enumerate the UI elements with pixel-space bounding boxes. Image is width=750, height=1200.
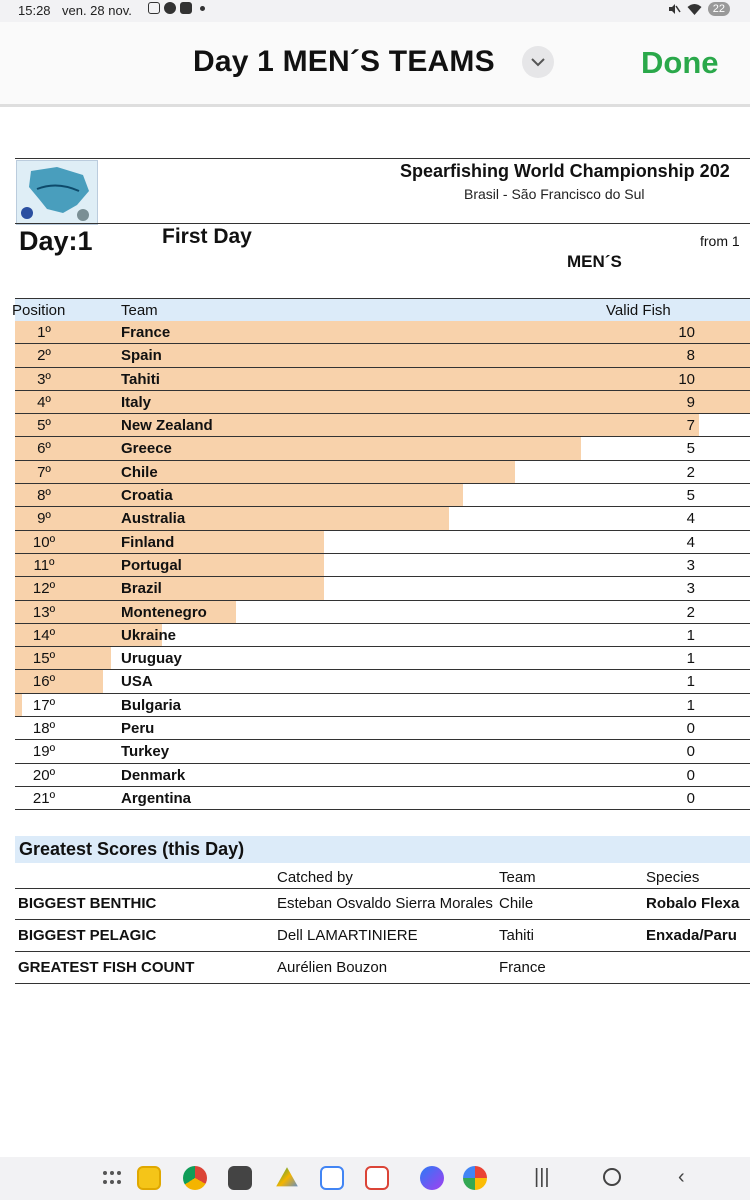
team-cell: Tahiti bbox=[499, 927, 535, 944]
table-row bbox=[15, 647, 750, 670]
recents-icon[interactable]: ||| bbox=[534, 1166, 550, 1188]
score-bar bbox=[15, 414, 699, 436]
table-row bbox=[15, 717, 750, 740]
team-cell: Bulgaria bbox=[121, 696, 182, 714]
status-bar bbox=[0, 0, 750, 22]
table-row bbox=[15, 437, 750, 460]
status-time: 15:28 bbox=[18, 3, 51, 18]
position-cell: 11º bbox=[33, 556, 55, 574]
catched-by-cell: Dell LAMARTINIERE bbox=[277, 927, 418, 944]
catched-by-cell: Esteban Osvaldo Sierra Morales bbox=[277, 895, 493, 912]
checkbox-notif-icon bbox=[180, 2, 192, 14]
valid-fish-cell: 5 bbox=[686, 440, 695, 458]
position-cell: 8º bbox=[37, 487, 51, 505]
apps-grid-icon[interactable] bbox=[98, 1166, 122, 1190]
mute-icon bbox=[667, 2, 681, 16]
score-category-cell: GREATEST FISH COUNT bbox=[18, 959, 195, 976]
team-cell: Italy bbox=[121, 393, 152, 411]
score-bar bbox=[15, 437, 581, 459]
team-cell: New Zealand bbox=[121, 417, 213, 435]
table-row bbox=[15, 368, 750, 391]
notification-icons bbox=[148, 2, 205, 14]
title-dropdown-button[interactable] bbox=[522, 46, 554, 78]
table-row bbox=[15, 888, 750, 920]
valid-fish-cell: 10 bbox=[678, 324, 695, 341]
table-row bbox=[15, 624, 750, 647]
position-cell: 16º bbox=[32, 673, 56, 691]
column-header-catched-by: Catched by bbox=[277, 869, 353, 886]
status-date: ven. 28 nov. bbox=[62, 3, 132, 18]
team-cell: Tahiti bbox=[121, 370, 160, 388]
table-row bbox=[15, 461, 750, 484]
day-label: Day:1 bbox=[19, 226, 93, 256]
brazil-map-logo-icon bbox=[17, 161, 97, 224]
valid-fish-cell: 1 bbox=[686, 650, 695, 668]
valid-fish-cell: 9 bbox=[686, 393, 695, 411]
position-cell: 10º bbox=[32, 533, 56, 551]
team-cell: Australia bbox=[121, 510, 186, 528]
team-cell: Spain bbox=[121, 347, 162, 365]
table-row bbox=[15, 507, 750, 530]
team-cell: Montenegro bbox=[121, 603, 207, 621]
table-row bbox=[15, 787, 750, 810]
championship-location: Brasil - São Francisco do Sul bbox=[464, 186, 645, 202]
valid-fish-cell: 8 bbox=[686, 347, 695, 365]
position-cell: 21º bbox=[32, 789, 56, 807]
valid-fish-cell: 3 bbox=[686, 580, 695, 598]
team-cell: Uruguay bbox=[121, 650, 182, 668]
valid-fish-cell: 7 bbox=[686, 417, 695, 435]
valid-fish-cell: 1 bbox=[686, 673, 695, 691]
table-row bbox=[15, 764, 750, 787]
screenshot-icon bbox=[148, 2, 160, 14]
team-cell: Chile bbox=[121, 463, 158, 481]
team-cell: Brazil bbox=[121, 580, 162, 598]
chevron-down-icon bbox=[531, 58, 545, 67]
messenger-icon[interactable] bbox=[420, 1166, 444, 1190]
gmail-icon[interactable] bbox=[365, 1166, 389, 1190]
column-header-species: Species bbox=[646, 869, 700, 886]
greatest-scores-heading: Greatest Scores (this Day) bbox=[19, 839, 245, 859]
team-cell: Argentina bbox=[121, 789, 192, 807]
table-row bbox=[15, 391, 750, 414]
column-header-position: Position bbox=[12, 302, 66, 319]
valid-fish-cell: 0 bbox=[686, 789, 695, 807]
table-row bbox=[15, 484, 750, 507]
position-cell: 1º bbox=[37, 324, 51, 341]
position-cell: 6º bbox=[37, 440, 51, 458]
team-cell: Portugal bbox=[121, 556, 182, 574]
ranking-table bbox=[15, 321, 750, 810]
valid-fish-cell: 2 bbox=[686, 603, 695, 621]
home-icon[interactable] bbox=[603, 1168, 621, 1186]
score-bar bbox=[15, 461, 515, 483]
chrome-icon[interactable] bbox=[183, 1166, 207, 1190]
table-row bbox=[15, 321, 750, 344]
valid-fish-cell: 2 bbox=[686, 463, 695, 481]
position-cell: 5º bbox=[37, 417, 51, 435]
greatest-scores-title bbox=[15, 836, 750, 863]
team-cell: Turkey bbox=[121, 743, 170, 761]
position-cell: 15º bbox=[32, 650, 56, 668]
score-category-cell: BIGGEST BENTHIC bbox=[18, 895, 157, 912]
system-icons bbox=[667, 2, 730, 16]
position-cell: 18º bbox=[32, 720, 56, 738]
table-row bbox=[15, 920, 750, 952]
valid-fish-cell: 1 bbox=[686, 696, 695, 714]
ranking-table-header bbox=[12, 298, 750, 323]
position-cell: 13º bbox=[32, 603, 56, 621]
table-row bbox=[15, 344, 750, 367]
document-toolbar bbox=[0, 22, 750, 107]
photos-icon[interactable] bbox=[463, 1166, 487, 1190]
back-icon[interactable]: ‹ bbox=[678, 1166, 685, 1188]
greatest-scores-header bbox=[15, 863, 750, 889]
score-bar bbox=[15, 507, 449, 529]
table-row bbox=[15, 952, 750, 984]
position-cell: 4º bbox=[37, 393, 51, 411]
team-cell: Ukraine bbox=[121, 626, 177, 644]
valid-fish-cell: 4 bbox=[686, 533, 695, 551]
drive-icon[interactable] bbox=[275, 1166, 299, 1190]
table-row bbox=[15, 577, 750, 600]
position-cell: 9º bbox=[37, 510, 51, 528]
table-row bbox=[15, 694, 750, 717]
table-row bbox=[15, 740, 750, 763]
notes-icon[interactable] bbox=[137, 1166, 161, 1190]
more-notif-icon bbox=[200, 6, 205, 11]
position-cell: 3º bbox=[37, 370, 51, 388]
score-bar bbox=[15, 484, 463, 506]
page-title[interactable]: Day 1 MEN´S TEAMS bbox=[193, 45, 495, 78]
position-cell: 14º bbox=[32, 626, 56, 644]
column-header-team: Team bbox=[499, 869, 536, 886]
team-cell: Peru bbox=[121, 720, 155, 738]
valid-fish-cell: 0 bbox=[686, 720, 695, 738]
valid-fish-cell: 5 bbox=[686, 487, 695, 505]
valid-fish-cell: 10 bbox=[678, 370, 695, 388]
team-cell: Greece bbox=[121, 440, 172, 458]
team-cell: Chile bbox=[499, 895, 534, 912]
team-cell: France bbox=[121, 324, 171, 341]
table-row bbox=[15, 554, 750, 577]
done-button[interactable]: Done bbox=[641, 45, 719, 80]
valid-fish-cell: 0 bbox=[686, 743, 695, 761]
position-cell: 19º bbox=[32, 743, 56, 761]
species-cell: Robalo Flexa bbox=[646, 895, 740, 912]
table-row bbox=[15, 531, 750, 554]
table-row bbox=[15, 601, 750, 624]
table-row bbox=[15, 414, 750, 437]
valid-fish-cell: 3 bbox=[686, 556, 695, 574]
column-header-team: Team bbox=[121, 302, 158, 319]
position-cell: 12º bbox=[32, 580, 56, 598]
divider bbox=[15, 158, 750, 159]
wifi-icon bbox=[687, 3, 702, 16]
position-cell: 7º bbox=[37, 463, 51, 481]
day-name: First Day bbox=[162, 225, 252, 248]
camera-icon[interactable] bbox=[228, 1166, 252, 1190]
championship-title: Spearfishing World Championship 202 bbox=[400, 161, 730, 181]
column-header-valid-fish: Valid Fish bbox=[606, 302, 671, 319]
team-cell: Croatia bbox=[121, 487, 173, 505]
messenger-notif-icon bbox=[164, 2, 176, 14]
position-cell: 2º bbox=[37, 347, 51, 365]
document-page bbox=[0, 107, 750, 1157]
team-cell: USA bbox=[121, 673, 153, 691]
team-cell: Denmark bbox=[121, 766, 186, 784]
valid-fish-cell: 0 bbox=[686, 766, 695, 784]
system-nav-bar bbox=[0, 1157, 750, 1200]
from-label: from 1 bbox=[700, 233, 740, 249]
valid-fish-cell: 4 bbox=[686, 510, 695, 528]
calendar-icon[interactable] bbox=[320, 1166, 344, 1190]
table-row bbox=[15, 670, 750, 693]
battery-icon: 22 bbox=[708, 2, 730, 16]
catched-by-cell: Aurélien Bouzon bbox=[277, 959, 388, 976]
category-label: MEN´S bbox=[567, 252, 622, 271]
championship-logo bbox=[16, 160, 98, 225]
position-cell: 17º bbox=[32, 696, 56, 714]
team-cell: Finland bbox=[121, 533, 175, 551]
position-cell: 20º bbox=[32, 766, 56, 784]
score-category-cell: BIGGEST PELAGIC bbox=[18, 927, 157, 944]
species-cell: Enxada/Paru bbox=[646, 927, 737, 944]
divider bbox=[15, 223, 750, 224]
team-cell: France bbox=[499, 959, 546, 976]
valid-fish-cell: 1 bbox=[686, 626, 695, 644]
